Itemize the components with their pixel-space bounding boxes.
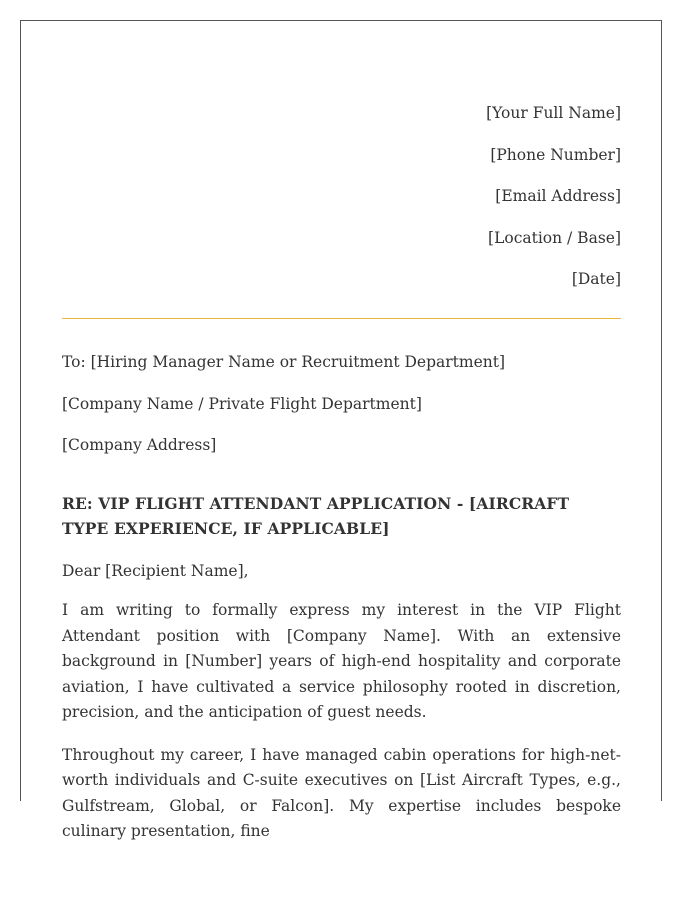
- header-divider: [62, 318, 621, 319]
- recipient-block: [62, 352, 621, 455]
- body-paragraph-2: Throughout my career, I have managed cabin operations for high-net-worth individuals and C-suite executives on [List Aircraft Types, e.g., Gulfstream, Global, or Falcon]. My expertise includes bespoke culinary presentation, fine: [62, 745, 621, 840]
- recipient-address: [Company Address]: [62, 436, 217, 454]
- salutation: Dear [Recipient Name],: [62, 562, 249, 580]
- letter-page: [20, 20, 662, 840]
- letter-content: [62, 21, 621, 845]
- sender-full-name: [Your Full Name]: [486, 104, 621, 122]
- subject-line: RE: VIP FLIGHT ATTENDANT APPLICATION - [AIRCRAFT TYPE EXPERIENCE, IF APPLICABLE]: [62, 494, 570, 538]
- sender-date: [Date]: [571, 270, 621, 288]
- body-paragraph-1: I am writing to formally express my interest in the VIP Flight Attendant position with [Company Name]. With an extensive background in [Number] years of high-end hospitality and corporate aviation, I have cultivated a service philosophy rooted in discretion, precision, and the anticipation of guest needs.: [62, 601, 621, 721]
- recipient-to-line: To: [Hiring Manager Name or Recruitment Department]: [62, 353, 506, 371]
- sender-block: [62, 21, 621, 289]
- sender-phone: [Phone Number]: [490, 145, 621, 164]
- sender-email: [Email Address]: [495, 187, 621, 205]
- recipient-company: [Company Name / Private Flight Department]: [62, 394, 422, 413]
- sender-location: [Location / Base]: [488, 228, 621, 247]
